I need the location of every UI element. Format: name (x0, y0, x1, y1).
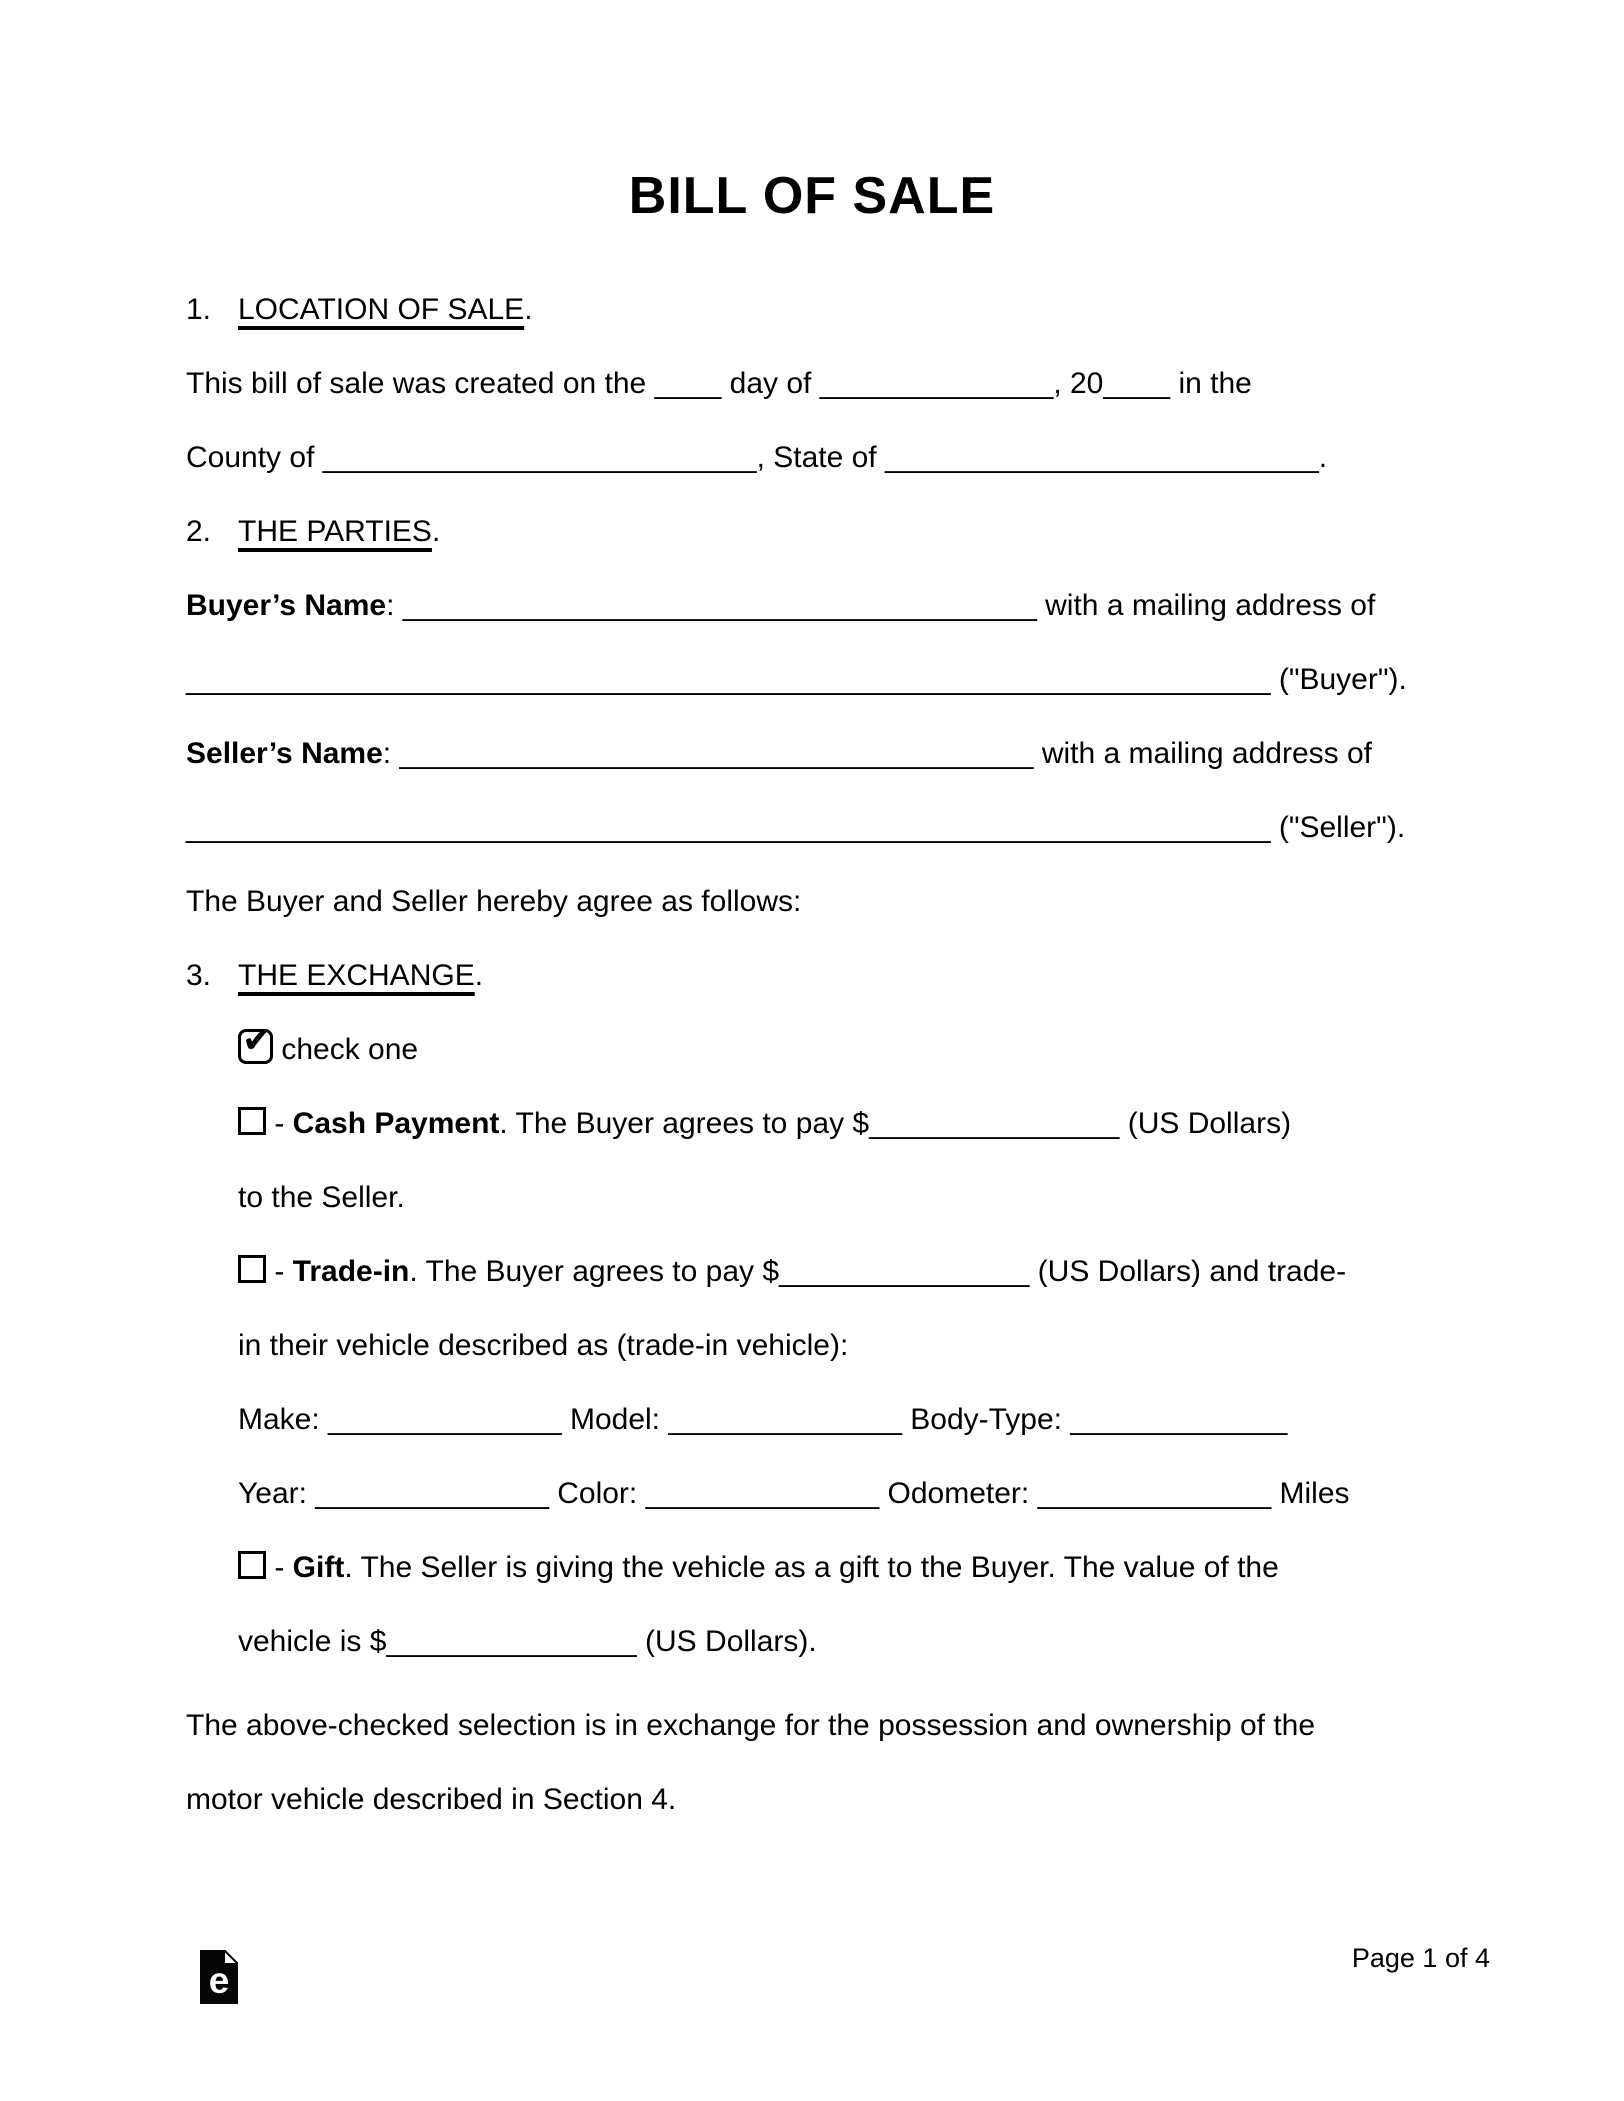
trade-in-vehicle-line-2 (186, 1457, 1504, 1531)
text-run: This bill of sale was created on the (186, 367, 655, 400)
text-run: (US Dollars). (636, 1625, 817, 1658)
check-one-line (186, 1013, 1504, 1087)
blank-field[interactable]: ______________ (819, 367, 1054, 400)
text-run: . The Buyer agrees to pay $ (409, 1255, 780, 1288)
text-run: : (382, 737, 400, 770)
blank-field[interactable]: _________________________________________________________________ (186, 663, 1271, 696)
text-run: Make: (238, 1403, 329, 1436)
blank-field[interactable]: ______________ (645, 1477, 880, 1510)
text-run: : (386, 589, 403, 622)
blank-field[interactable]: ______________________________________ (399, 737, 1034, 770)
trade-in-vehicle-line-1 (186, 1383, 1504, 1457)
gift-continued (186, 1605, 1504, 1679)
text-run: Buyer’s Name (186, 589, 387, 622)
text-run: The Buyer and Seller hereby agree as follows: (186, 885, 802, 918)
text-run: ("Buyer"). (1270, 663, 1407, 696)
seller-address-line (186, 791, 1504, 865)
blank-field[interactable]: ____ (1103, 367, 1171, 400)
blank-field[interactable]: ______________ (668, 1403, 902, 1436)
blank-field[interactable]: _________________________________________________________________ (186, 811, 1271, 844)
text-run: with a mailing address of (1036, 589, 1376, 622)
text-run: motor vehicle described in Section 4. (186, 1783, 677, 1816)
agreement-intro-line (186, 865, 1504, 939)
blank-field[interactable]: __________________________ (884, 441, 1319, 474)
text-run: to the Seller. (238, 1181, 405, 1214)
blank-field[interactable]: ______________________________________ (402, 589, 1037, 622)
eforms-logo-icon (200, 1950, 238, 2004)
text-run: day of (721, 367, 820, 400)
text-run: Model: (561, 1403, 669, 1436)
blank-field[interactable]: _______________ (779, 1255, 1030, 1288)
document-lines (186, 273, 1504, 1837)
section-1-heading (186, 273, 1504, 347)
trade-in-continued (186, 1309, 1504, 1383)
cash-payment-option (186, 1087, 1504, 1161)
cash-payment-continued (186, 1161, 1504, 1235)
checkbox-empty-icon[interactable] (238, 1107, 266, 1135)
text-run: Year: (238, 1477, 316, 1510)
buyer-address-line (186, 643, 1504, 717)
text-run: Seller’s Name (186, 737, 383, 770)
text-run: . (474, 959, 484, 992)
text-run: , 20 (1053, 367, 1104, 400)
blank-field[interactable]: _______________ (386, 1625, 637, 1658)
blank-field[interactable]: ______________ (328, 1403, 562, 1436)
text-run: with a mailing address of (1033, 737, 1372, 770)
text-run: , State of (756, 441, 885, 474)
text-run: Color: (548, 1477, 646, 1510)
gift-option (186, 1531, 1504, 1605)
text-run: . (431, 515, 441, 548)
checkbox-empty-icon[interactable] (238, 1255, 266, 1283)
blank-field[interactable]: _______________ (869, 1107, 1120, 1140)
text-run: - (266, 1551, 293, 1584)
text-run: (US Dollars) and trade- (1029, 1255, 1347, 1288)
text-run: THE EXCHANGE (238, 959, 475, 992)
blank-field[interactable]: ______________ (1037, 1477, 1272, 1510)
blank-field[interactable]: ______________ (315, 1477, 549, 1510)
logo-letter: e (208, 1960, 230, 2001)
exchange-summary-line-2 (186, 1763, 1504, 1837)
text-run: Cash Payment (292, 1107, 500, 1140)
text-run: The above-checked selection is in exchange for the possession and ownership of the (186, 1709, 1316, 1742)
text-run: . The Buyer agrees to pay $ (499, 1107, 870, 1140)
text-run: - (266, 1255, 293, 1288)
text-run: Trade-in (292, 1255, 410, 1288)
text-run: Odometer: (879, 1477, 1038, 1510)
text-run: . (1318, 441, 1328, 474)
text-run: (US Dollars) (1119, 1107, 1292, 1140)
text-run: vehicle is $ (238, 1625, 387, 1658)
text-run: 1. (186, 293, 212, 326)
exchange-summary-line-1 (186, 1689, 1504, 1763)
location-sentence-line-2 (186, 421, 1504, 495)
page-number: Page 1 of 4 (1351, 1943, 1490, 1973)
seller-name-line (186, 717, 1504, 791)
text-run: Body-Type: (901, 1403, 1071, 1436)
section-2-heading (186, 495, 1504, 569)
text-run: 3. (186, 959, 212, 992)
text-run: - (266, 1107, 293, 1140)
document-title: BILL OF SALE (628, 167, 996, 225)
text-run: 2. (186, 515, 212, 548)
buyer-name-line (186, 569, 1504, 643)
text-run: . The Seller is giving the vehicle as a gift to the Buyer. The value of the (344, 1551, 1279, 1584)
text-run: Gift (292, 1551, 345, 1584)
blank-field[interactable]: ____ (654, 367, 722, 400)
text-run: Miles (1271, 1477, 1350, 1510)
section-3-heading (186, 939, 1504, 1013)
blank-field[interactable]: __________________________ (322, 441, 757, 474)
text-run: in their vehicle described as (trade-in vehicle): (238, 1329, 849, 1362)
location-sentence-line-1 (186, 347, 1504, 421)
text-run: County of (186, 441, 323, 474)
checkbox-checked-icon[interactable] (238, 1020, 273, 1064)
text-run: in the (1170, 367, 1252, 400)
check-mark-glyph: ✔ (242, 1020, 273, 1061)
blank-field[interactable]: _____________ (1070, 1403, 1288, 1436)
trade-in-option (186, 1235, 1504, 1309)
text-run: LOCATION OF SALE (238, 293, 525, 326)
checkbox-empty-icon[interactable] (238, 1551, 266, 1579)
text-run: . (524, 293, 533, 326)
text-run: ("Seller"). (1270, 811, 1406, 844)
text-run: check one (273, 1033, 419, 1066)
text-run: THE PARTIES (238, 515, 432, 548)
